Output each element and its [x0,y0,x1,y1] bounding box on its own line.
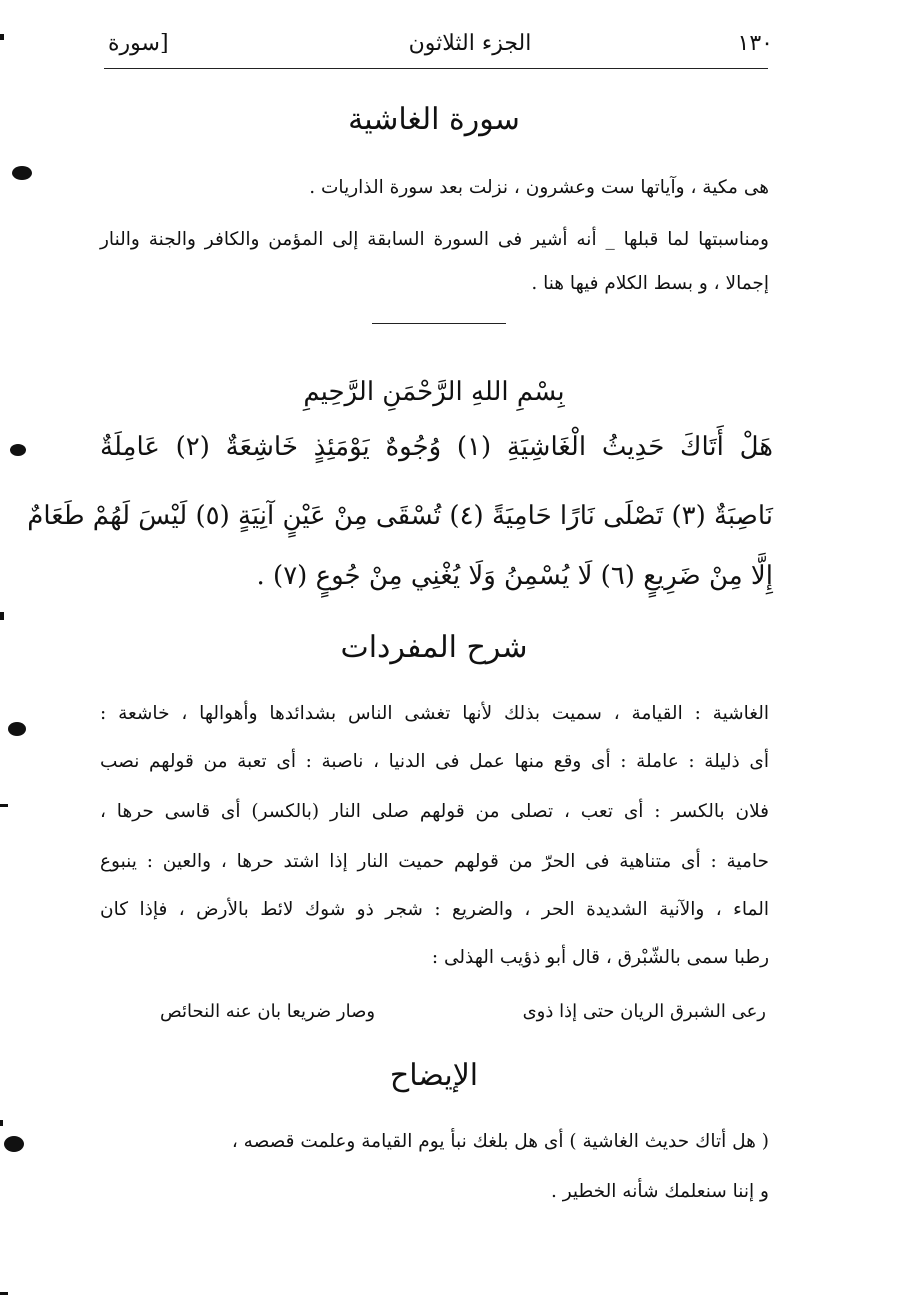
scan-mark [0,804,8,807]
scan-smudge [8,722,26,736]
vocab-line-1: الغاشية : القيامة ، سميت بذلك لأنها تغشى الناس بشدائدها وأهوالها ، خاشعة : [100,703,769,724]
vocab-title: شرح المفردات [340,630,528,665]
verse-line-2: نَاصِبَةٌ (٣) تَصْلَى نَارًا حَامِيَةً (٤) تُسْقَى مِنْ عَيْنٍ آنِيَةٍ (٥) لَيْسَ لَهُمْ طَعَامٌ [27,501,773,531]
intro-line-1: هى مكية ، وآياتها ست وعشرون ، نزلت بعد سورة الذاريات . [309,177,769,198]
surah-running-label: [سورة [108,31,169,56]
vocab-line-2: أى ذليلة : عاملة : أى وقع منها عمل فى الدنيا ، ناصبة : أى تعبة من قولهم نصب [100,751,769,772]
scan-mark [0,34,4,40]
section-divider [372,323,506,324]
part-title: الجزء الثلاثون [408,31,532,56]
header-rule [104,68,768,69]
scan-smudge [10,444,26,456]
vocab-line-5: الماء ، والآنية الشديدة الحر ، والضريع : شجر ذو شوك لائط بالأرض ، فإذا كان [100,899,769,920]
verse-line-1: هَلْ أَتَاكَ حَدِيثُ الْغَاشِيَةِ (١) وُجُوهٌ يَوْمَئِذٍ خَاشِعَةٌ (٢) عَامِلَةٌ [100,432,773,462]
poem-hemistich-1: رعى الشبرق الريان حتى إذا ذوى [522,1001,766,1022]
intro-line-3: إجمالا ، و بسط الكلام فيها هنا . [531,273,769,294]
vocab-line-4: حامية : أى متناهية فى الحرّ من قولهم حميت النار إذا اشتد حرها ، والعين : ينبوع [100,851,769,872]
scan-mark [0,612,4,620]
poem-hemistich-2: وصار ضريعا بان عنه النحائص [160,1001,376,1022]
surah-title: سورة الغاشية [348,102,520,137]
explanation-title: الإيضاح [389,1058,479,1093]
explanation-line-2: و إننا سنعلمك شأنه الخطير . [550,1181,769,1202]
vocab-line-6: رطبا سمى بالشّبْرق ، قال أبو ذؤيب الهذلى : [431,947,769,968]
vocab-line-3: فلان بالكسر : أى تعب ، تصلى من قولهم صلى النار (بالكسر) أى قاسى حرها ، [100,801,769,822]
basmala: بِسْمِ اللهِ الرَّحْمَنِ الرَّحِيمِ [303,377,565,407]
scan-smudge [12,166,32,180]
scan-mark [0,1292,8,1295]
verse-line-3: إِلَّا مِنْ ضَرِيعٍ (٦) لَا يُسْمِنُ وَلَا يُغْنِي مِنْ جُوعٍ (٧) . [256,561,773,591]
scan-smudge [4,1136,24,1152]
scan-mark [0,1120,3,1126]
page-number: ١٣٠ [737,31,773,56]
intro-line-2: ومناسبتها لما قبلها _ أنه أشير فى السورة السابقة إلى المؤمن والكافر والجنة والنار [100,229,769,250]
explanation-line-1: ( هل أتاك حديث الغاشية ) أى هل بلغك نبأ يوم القيامة وعلمت قصصه ، [231,1131,769,1152]
